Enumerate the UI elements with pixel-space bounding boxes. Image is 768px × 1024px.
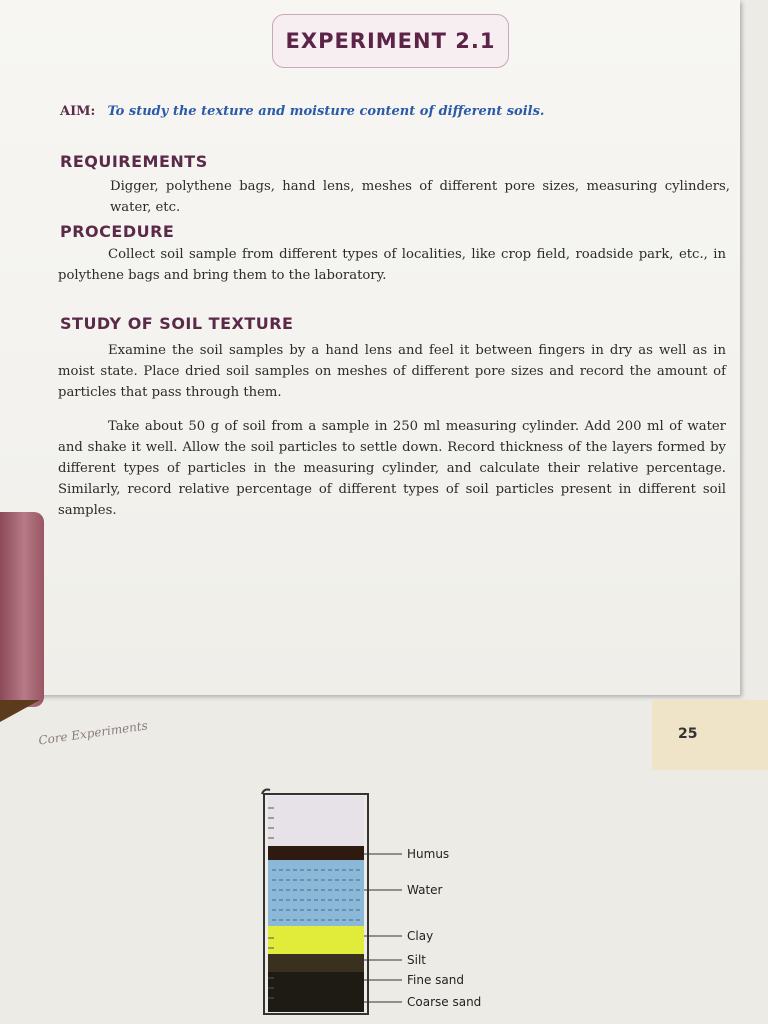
soil-texture-heading: STUDY OF SOIL TEXTURE [60, 314, 294, 333]
cylinder-air-layer [268, 796, 364, 848]
label-clay: Clay [407, 929, 434, 943]
label-water: Water [407, 883, 443, 897]
footer-section-title: Core Experiments [37, 718, 149, 748]
clay-layer [268, 926, 364, 954]
page-number-tab [652, 700, 768, 770]
soil-texture-paragraph-1: Examine the soil samples by a hand lens and feel it between fingers in dry as well as in moist state. Place dried soil samples on meshes of different pore sizes and record the amount of particles that pass through them. [58, 343, 726, 400]
requirements-heading: REQUIREMENTS [60, 152, 208, 171]
procedure-text: Collect soil sample from different types of localities, like crop field, roadside park, etc., in polythene bags and bring them to the laboratory. [58, 247, 726, 283]
aim [60, 104, 544, 119]
page-number: 25 [678, 726, 698, 742]
sand-layer [268, 972, 364, 1012]
bookmark-ribbon [0, 512, 44, 707]
aim-label: AIM: [60, 104, 96, 119]
label-humus: Humus [407, 847, 450, 861]
title-box [272, 14, 509, 68]
requirements-text: Digger, polythene bags, hand lens, meshes of different pore sizes, measuring cylinders, water, etc. [110, 179, 730, 215]
aim-text: To study the texture and moisture content of different soils. [107, 104, 545, 119]
label-pointer-lines [364, 854, 402, 1002]
measuring-cylinder-diagram [250, 778, 510, 1022]
soil-texture-paragraph-2: Take about 50 g of soil from a sample in 250 ml measuring cylinder. Add 200 ml of water and shake it well. Allow the soil particles to settle down. Record thickness of the layers formed by different types of particles in the measuring cylinder, and calculate their relative percentage. Similarly, record relative percentage of different types of soil particles present in different soil samples. [58, 419, 726, 518]
procedure-heading: PROCEDURE [60, 222, 175, 241]
humus-layer [268, 846, 364, 860]
bookmark-tip [0, 700, 40, 722]
page-title: EXPERIMENT 2.1 [285, 29, 496, 53]
label-coarse-sand: Coarse sand [407, 995, 482, 1009]
label-silt: Silt [407, 953, 426, 967]
label-fine-sand: Fine sand [407, 973, 464, 987]
silt-layer [268, 954, 364, 972]
